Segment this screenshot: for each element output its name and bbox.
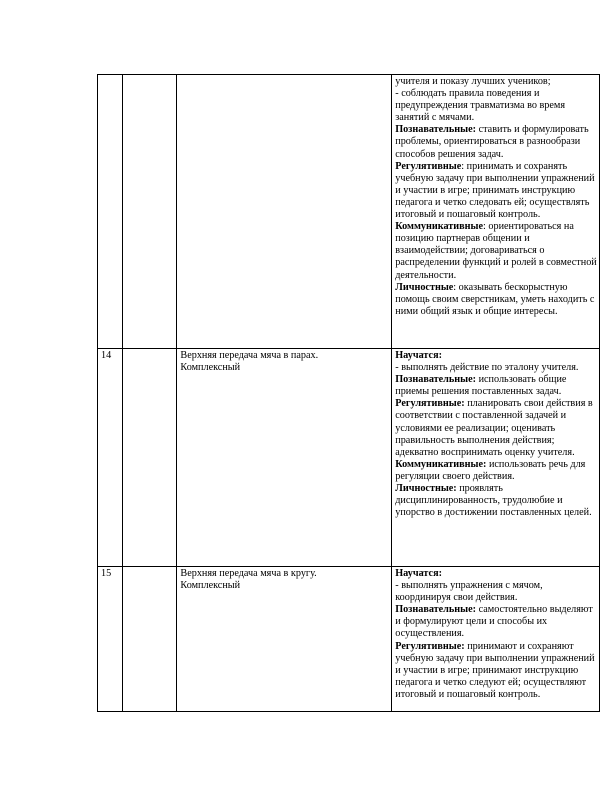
lesson-number-cell: 14 [98, 349, 123, 567]
table-row [98, 567, 600, 712]
personal-outcome: Личностные: оказывать бескорыстную помощь своим сверстникам, уметь находить с ними общий язык и общие интересы. [395, 281, 595, 317]
learning-outcomes-cell [392, 567, 600, 712]
learning-outcomes-cell [392, 75, 600, 349]
lesson-topic-cell [177, 349, 392, 567]
learning-outcomes-cell [392, 349, 600, 567]
outcome-line: - выполнять упражнения с мячом, координируя свои действия. [395, 580, 543, 604]
regulatory-outcome: Регулятивные: принимать и сохранять учебную задачу при выполнении упражнений и участии в игре; принимать инструкцию педагога и четко следовать ей; осуществлять итоговый и пошаговый контроль. [395, 160, 595, 221]
empty-cell [123, 75, 177, 349]
table-row [98, 75, 600, 349]
regulatory-outcome: Регулятивные: планировать свои действия в соответствии с поставленной задачей и условиями ее реализации; оценивать правильность выполнения действия; адекватно воспринимать оценку учителя. [395, 398, 593, 458]
lesson-topic-title: Верхняя передача мяча в парах. [180, 350, 319, 361]
lesson-type: Комплексный [180, 580, 241, 592]
empty-cell [123, 349, 177, 567]
lesson-topic-cell [177, 75, 392, 349]
cognitive-outcome: Познавательные: использовать общие приемы решения поставленных задач. [395, 374, 567, 398]
table-row [98, 349, 600, 567]
will-learn-heading: Научатся: [395, 350, 442, 361]
lesson-number-cell: 15 [98, 567, 123, 712]
communicative-outcome: Коммуникативные: ориентироваться на позицию партнерав общении и взаимодействии; договариваться о распределении функций и ролей в совместной деятельности. [395, 221, 597, 281]
outcome-line: - соблюдать правила поведения и предупреждения травматизма во время занятий с мячами. [395, 88, 566, 124]
lesson-plan-table [97, 74, 600, 712]
empty-cell [123, 567, 177, 712]
lesson-topic-title: Верхняя передача мяча в кругу. [180, 568, 317, 579]
outcome-line: - выполнять действие по эталону учителя. [395, 362, 579, 374]
will-learn-heading: Научатся: [395, 568, 442, 579]
outcome-line: учителя и показу лучших учеников; [395, 76, 551, 87]
personal-outcome: Личностные: проявлять дисциплинированность, трудолюбие и упорство в достижении поставленных целей. [395, 483, 592, 519]
lesson-topic-cell [177, 567, 392, 712]
cognitive-outcome: Познавательные: ставить и формулировать проблемы, ориентироваться в разнообрази способов решения задач. [395, 124, 589, 160]
regulatory-outcome: Регулятивные: принимают и сохраняют учебную задачу при выполнении упражнений и участии в игре; принимают инструкцию педагога и четко следуют ей; осуществляют итоговый и пошаговый контроль. [395, 640, 595, 700]
lesson-number-cell [98, 75, 123, 349]
lesson-type: Комплексный [180, 362, 241, 374]
cognitive-outcome: Познавательные: самостоятельно выделяют и формулируют цели и способы их осуществления. [395, 604, 593, 640]
communicative-outcome: Коммуникативные: использовать речь для регуляции своего действия. [395, 458, 586, 482]
